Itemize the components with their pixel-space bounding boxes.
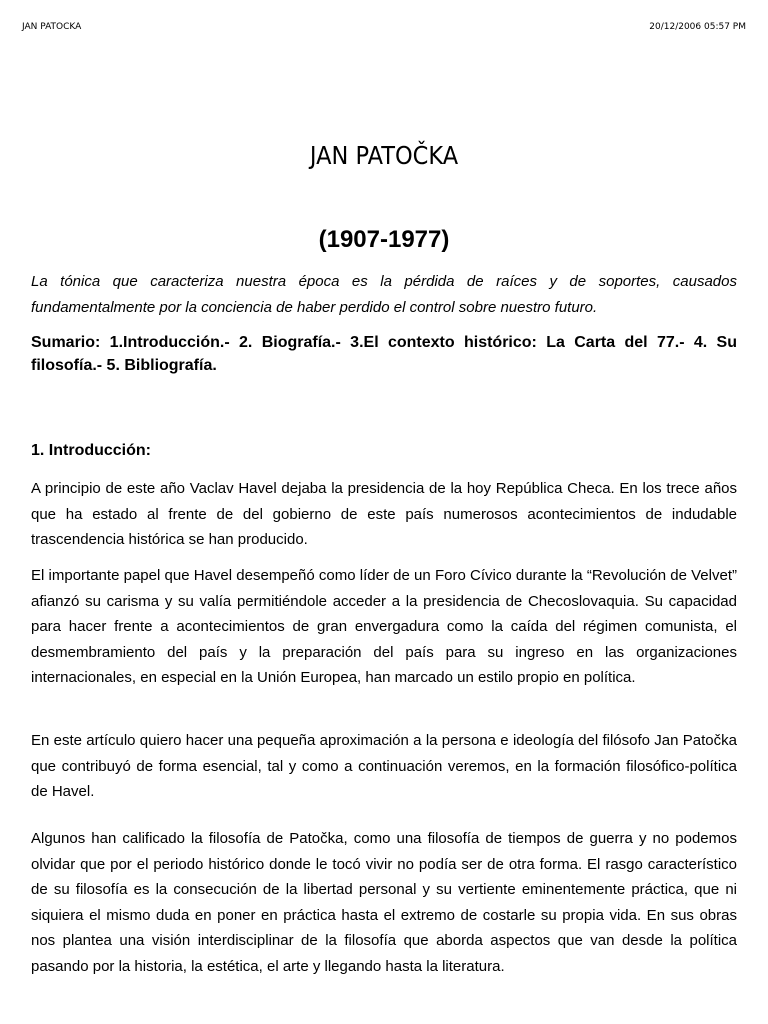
document-years: (1907-1977): [318, 226, 450, 253]
paragraph-2: El importante papel que Havel desempeñó como líder de un Foro Cívico durante la “Revolución de Velvet” afianzó su carisma y su valía permitiéndole acceder a la presidencia de Checoslovaquia. Su capacidad para hacer frente a acontecimientos de gran envergadura como la caída del régimen comunista, el desmembramiento del país y la preparación del país para su ingreso en las organizaciones internacionales, en especial en la Unión Europea, han marcado un estilo propio en política.: [31, 567, 737, 686]
header-document-title: JAN PATOCKA: [22, 22, 82, 32]
header-timestamp: 20/12/2006 05:57 PM: [649, 22, 746, 32]
paragraph-4: Algunos han calificado la filosofía de Patočka, como una filosofía de tiempos de guerra y no podemos olvidar que por el periodo histórico donde le tocó vivir no podía ser de otra forma. El rasgo característico de su filosofía es la consecución de la libertad personal y su vertiente eminentemente práctica, que ni siquiera el mismo duda en poner en práctica hasta el extremo de costarle su propia vida. En sus obras nos plantea una visión interdisciplinar de la filosofía que aborda aspectos que van desde la política pasando por la historia, la estética, el arte y llegando hasta la literatura.: [31, 830, 737, 975]
section-heading-introduccion: 1. Introducción:: [31, 442, 151, 459]
epigraph: La tónica que caracteriza nuestra época es la pérdida de raíces y de soportes, causados fundamentalmente por la conciencia de haber perdido el control sobre nuestro futuro.: [31, 273, 737, 316]
document-title: JAN PATOČKA: [309, 141, 459, 170]
summary: Sumario: 1.Introducción.- 2. Biografía.- 3.El contexto histórico: La Carta del 77.- 4. Su filosofía.- 5. Bibliografía.: [31, 334, 737, 374]
paragraph-3: En este artículo quiero hacer una pequeña aproximación a la persona e ideología del filósofo Jan Patočka que contribuyó de forma esencial, tal y como a continuación veremos, en la formación filosófico-política de Havel.: [31, 732, 737, 800]
paragraph-1: A principio de este año Vaclav Havel dejaba la presidencia de la hoy República Checa. En los trece años que ha estado al frente de del gobierno de este país numerosos acontecimientos de indudable trascendencia histórica se han producido.: [31, 480, 737, 548]
